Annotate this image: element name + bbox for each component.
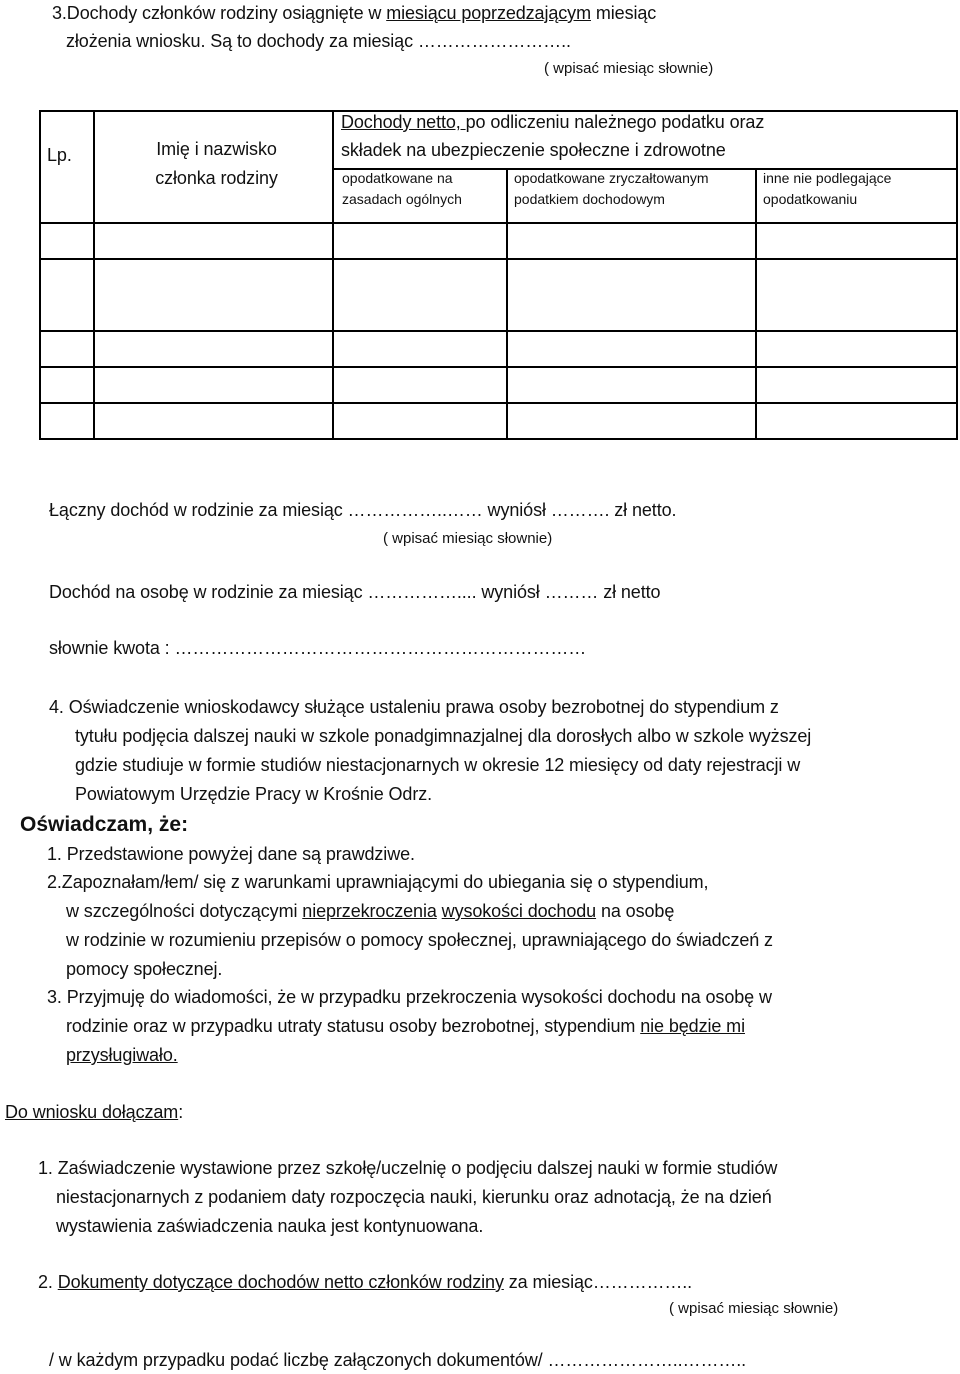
income-table — [39, 110, 958, 440]
total-month-hint: ( wpisać miesiąc słownie) — [383, 530, 553, 547]
col-lp-header: Lp. — [47, 145, 72, 165]
declaration-3-line-1: 3. Przyjmuję do wiadomości, że w przypadku przekroczenia wysokości dochodu na osobę w — [47, 987, 772, 1007]
income-group-title-1: Dochody netto, po odliczeniu należnego podatku oraz — [341, 112, 765, 132]
declaration-2-line-3: w rodzinie w rozumieniu przepisów o pomocy społecznej, uprawniającego do świadczeń z — [66, 930, 773, 950]
subcol-flatrate-2: podatkiem dochodowym — [514, 191, 665, 207]
subcol-general-1: opodatkowane na — [342, 170, 453, 186]
subcol-untaxed-1: inne nie podlegające — [763, 170, 892, 186]
total-income-line: Łączny dochód w rodzinie za miesiąc ……………..…… wyniósł ………. zł netto. — [49, 500, 677, 520]
section-4-line-3: gdzie studiuje w formie studiów niestacjonarnych w okresie 12 miesięcy od daty rejestracji w — [75, 755, 801, 775]
declaration-2-line-4: pomocy społecznej. — [66, 959, 223, 979]
month-hint: ( wpisać miesiąc słownie) — [544, 60, 714, 77]
declaration-1: 1. Przedstawione powyżej dane są prawdziwe. — [47, 844, 415, 864]
section-4-line-2: tytułu podjęcia dalszej nauki w szkole ponadgimnazjalnej dla dorosłych albo w szkole wyższej — [75, 726, 812, 746]
subcol-untaxed-2: opodatkowaniu — [763, 191, 858, 207]
section-4-line-1: 4. Oświadczenie wnioskodawcy służące ustaleniu prawa osoby bezrobotnej do stypendium z — [49, 697, 779, 717]
attachments-heading: Do wniosku dołączam: — [5, 1102, 184, 1122]
table-row[interactable] — [41, 404, 955, 437]
attachment-2-month-hint: ( wpisać miesiąc słownie) — [669, 1300, 839, 1317]
section-4-line-4: Powiatowym Urzędzie Pracy w Krośnie Odrz. — [75, 784, 433, 804]
attachment-1-line-3: wystawienia zaświadczenia nauka jest kontynuowana. — [56, 1216, 484, 1236]
attachment-2-line: 2. Dokumenty dotyczące dochodów netto członków rodziny za miesiąc…………….. — [38, 1272, 693, 1292]
table-row[interactable] — [41, 368, 955, 401]
per-person-income-line: Dochód na osobę w rodzinie za miesiąc …………….... wyniósł ……… zł netto — [49, 582, 661, 602]
subcol-general-2: zasadach ogólnych — [342, 191, 462, 207]
footer-document-count-line: / w każdym przypadku podać liczbę załączonych dokumentów/ …………………..……….. — [49, 1350, 747, 1370]
declaration-2-line-1: 2.Zapoznałam/łem/ się z warunkami uprawniającymi do ubiegania się o stypendium, — [47, 872, 709, 892]
income-group-title-2: składek na ubezpieczenie społeczne i zdrowotne — [341, 140, 726, 160]
subcol-flatrate-1: opodatkowane zryczałtowanym — [514, 170, 709, 186]
declaration-3-line-3: przysługiwało. — [66, 1045, 178, 1065]
declaration-2-line-2: w szczególności dotyczącymi nieprzekroczenia wysokości dochodu na osobę — [66, 901, 675, 921]
table-row[interactable] — [41, 224, 955, 257]
table-row[interactable] — [41, 332, 955, 365]
declaration-heading: Oświadczam, że: — [20, 813, 189, 836]
attachment-1-line-2: niestacjonarnych z podaniem daty rozpoczęcia nauki, kierunku oraz adnotacją, że na dzień — [56, 1187, 772, 1207]
section-3-line-1: 3.Dochody członków rodziny osiągnięte w miesiącu poprzedzającym miesiąc — [52, 3, 657, 23]
col-name-header-1: Imię i nazwisko — [156, 139, 277, 159]
col-name-header-2: członka rodziny — [155, 168, 278, 188]
attachment-1-line-1: 1. Zaświadczenie wystawione przez szkołę/uczelnię o podjęciu dalszej nauki w formie studiów — [38, 1158, 778, 1178]
table-row[interactable] — [41, 260, 955, 329]
amount-in-words-line: słownie kwota : …………………………………………………………… — [49, 638, 587, 658]
declaration-3-line-2: rodzinie oraz w przypadku utraty statusu osoby bezrobotnej, stypendium nie będzie mi — [66, 1016, 745, 1036]
section-3-line-2: złożenia wniosku. Są to dochody za miesiąc …………………….. — [66, 31, 571, 51]
